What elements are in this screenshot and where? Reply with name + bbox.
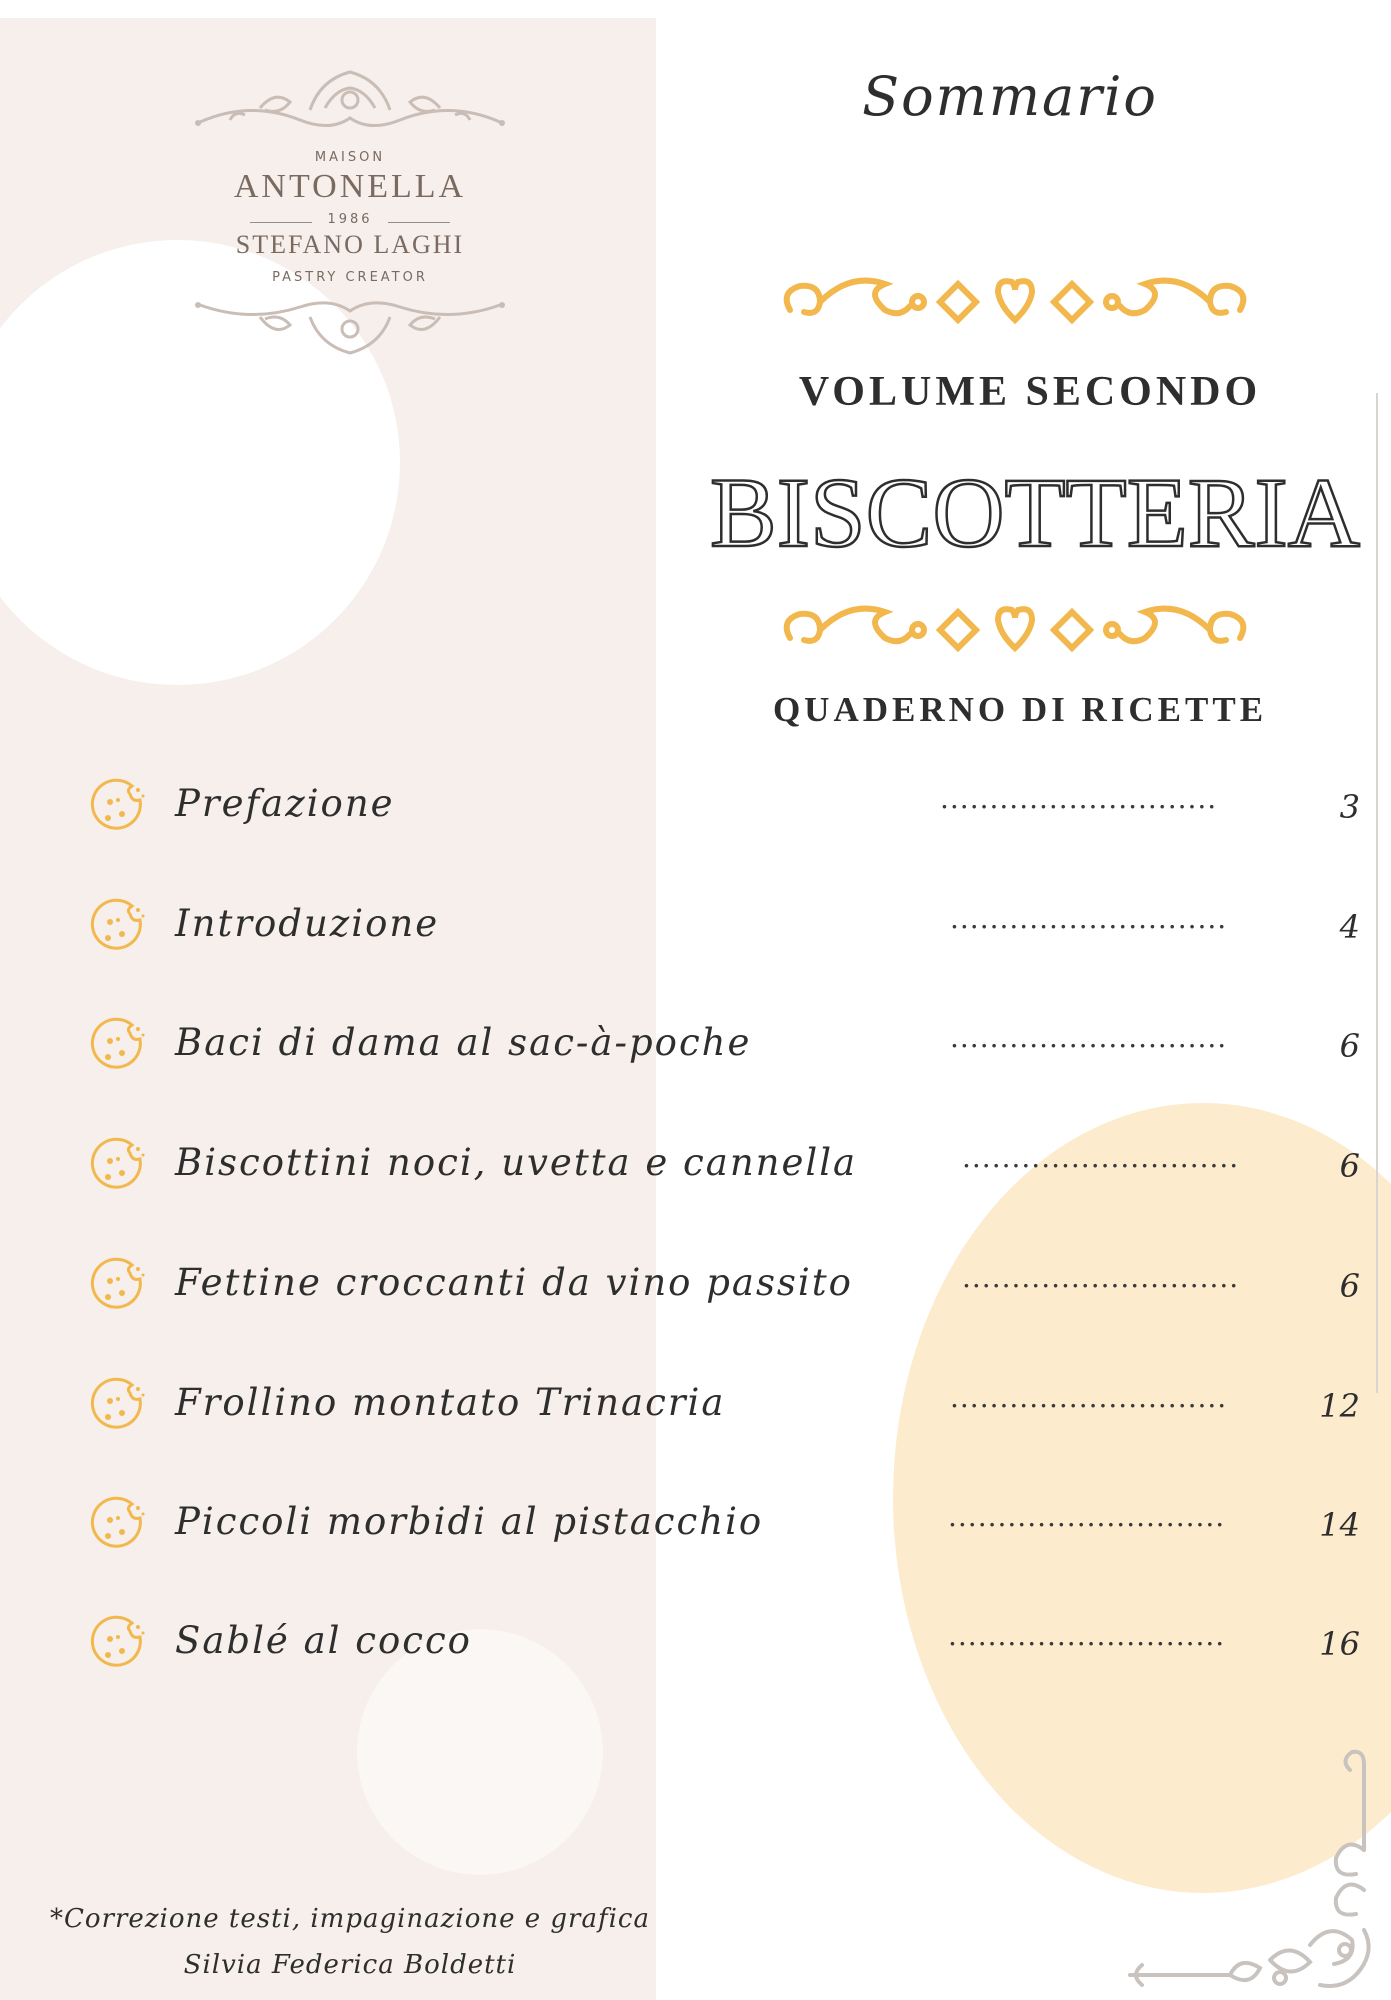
credits-line-1: *Correzione testi, impaginazione e grafica xyxy=(50,1904,650,1934)
cookie-icon xyxy=(88,1137,148,1197)
toc-entry-page: 6 xyxy=(1339,1147,1360,1185)
toc-entry-page: 4 xyxy=(1339,908,1360,946)
logo-tagline: PASTRY CREATOR xyxy=(272,270,428,285)
toc-entry-page: 6 xyxy=(1339,1027,1360,1065)
toc-entry[interactable] xyxy=(0,1486,1391,1566)
toc-entry[interactable] xyxy=(0,768,1391,848)
toc-entry-page: 16 xyxy=(1319,1625,1360,1663)
toc-leader-dots: ............................ xyxy=(948,1619,1226,1652)
credits xyxy=(40,1896,660,1988)
toc-leader-dots: ............................ xyxy=(962,1141,1240,1174)
cookie-icon xyxy=(88,1257,148,1317)
credits-line-2: Silvia Federica Boldetti xyxy=(183,1950,517,1980)
toc-entry-label: Fettine croccanti da vino passito xyxy=(175,1261,853,1304)
toc-entry[interactable] xyxy=(0,1247,1391,1327)
cookie-icon xyxy=(88,898,148,958)
cookie-icon xyxy=(88,778,148,838)
toc-entry-page: 12 xyxy=(1319,1387,1360,1425)
cookie-icon xyxy=(88,1496,148,1556)
cookie-icon xyxy=(88,1017,148,1077)
toc-leader-dots: ............................ xyxy=(940,782,1218,815)
toc-leader-dots: ............................ xyxy=(948,1500,1226,1533)
logo-top-flourish-icon xyxy=(190,60,510,140)
toc-entry[interactable] xyxy=(0,888,1391,968)
page-title: Sommario xyxy=(862,65,1158,128)
subtitle: QUADERNO DI RICETTE xyxy=(772,690,1268,729)
logo-name: ANTONELLA xyxy=(233,168,467,205)
toc-leader-dots: ............................ xyxy=(950,1381,1228,1414)
toc-leader-dots: ............................ xyxy=(950,902,1228,935)
toc-leader-dots: ............................ xyxy=(950,1021,1228,1054)
cookie-icon xyxy=(88,1615,148,1675)
toc-entry[interactable] xyxy=(0,1367,1391,1447)
toc-leader-dots: ............................ xyxy=(962,1261,1240,1294)
corner-flourish-icon xyxy=(1120,1740,1391,2000)
cookie-icon xyxy=(88,1377,148,1437)
toc-entry-page: 3 xyxy=(1339,788,1360,826)
toc-entry-label: Introduzione xyxy=(175,902,440,945)
toc-entry-label: Piccoli morbidi al pistacchio xyxy=(175,1500,764,1543)
toc-entry-label: Baci di dama al sac-à-poche xyxy=(175,1021,752,1064)
toc-entry-page: 6 xyxy=(1339,1267,1360,1305)
book-title: BISCOTTERIA xyxy=(710,457,1360,568)
toc-entry-label: Biscottini noci, uvetta e cannella xyxy=(175,1141,858,1184)
brand-logo xyxy=(190,60,510,365)
toc-entry-label: Sablé al cocco xyxy=(175,1619,472,1662)
logo-maison: MAISON xyxy=(314,150,386,165)
logo-chef: STEFANO LAGHI xyxy=(235,230,465,259)
toc-entry-label: Prefazione xyxy=(175,782,395,825)
toc-entry-label: Frollino montato Trinacria xyxy=(175,1381,726,1424)
volume-label: VOLUME SECONDO xyxy=(798,369,1262,415)
ornament-bottom-icon xyxy=(760,590,1270,670)
logo-bottom-flourish-icon xyxy=(190,295,510,365)
logo-year: 1986 xyxy=(327,212,373,227)
ornament-top-icon xyxy=(760,262,1270,342)
toc-entry[interactable] xyxy=(0,1127,1391,1207)
toc-entry-page: 14 xyxy=(1319,1506,1360,1544)
toc-entry[interactable] xyxy=(0,1605,1391,1685)
toc-entry[interactable] xyxy=(0,1007,1391,1087)
